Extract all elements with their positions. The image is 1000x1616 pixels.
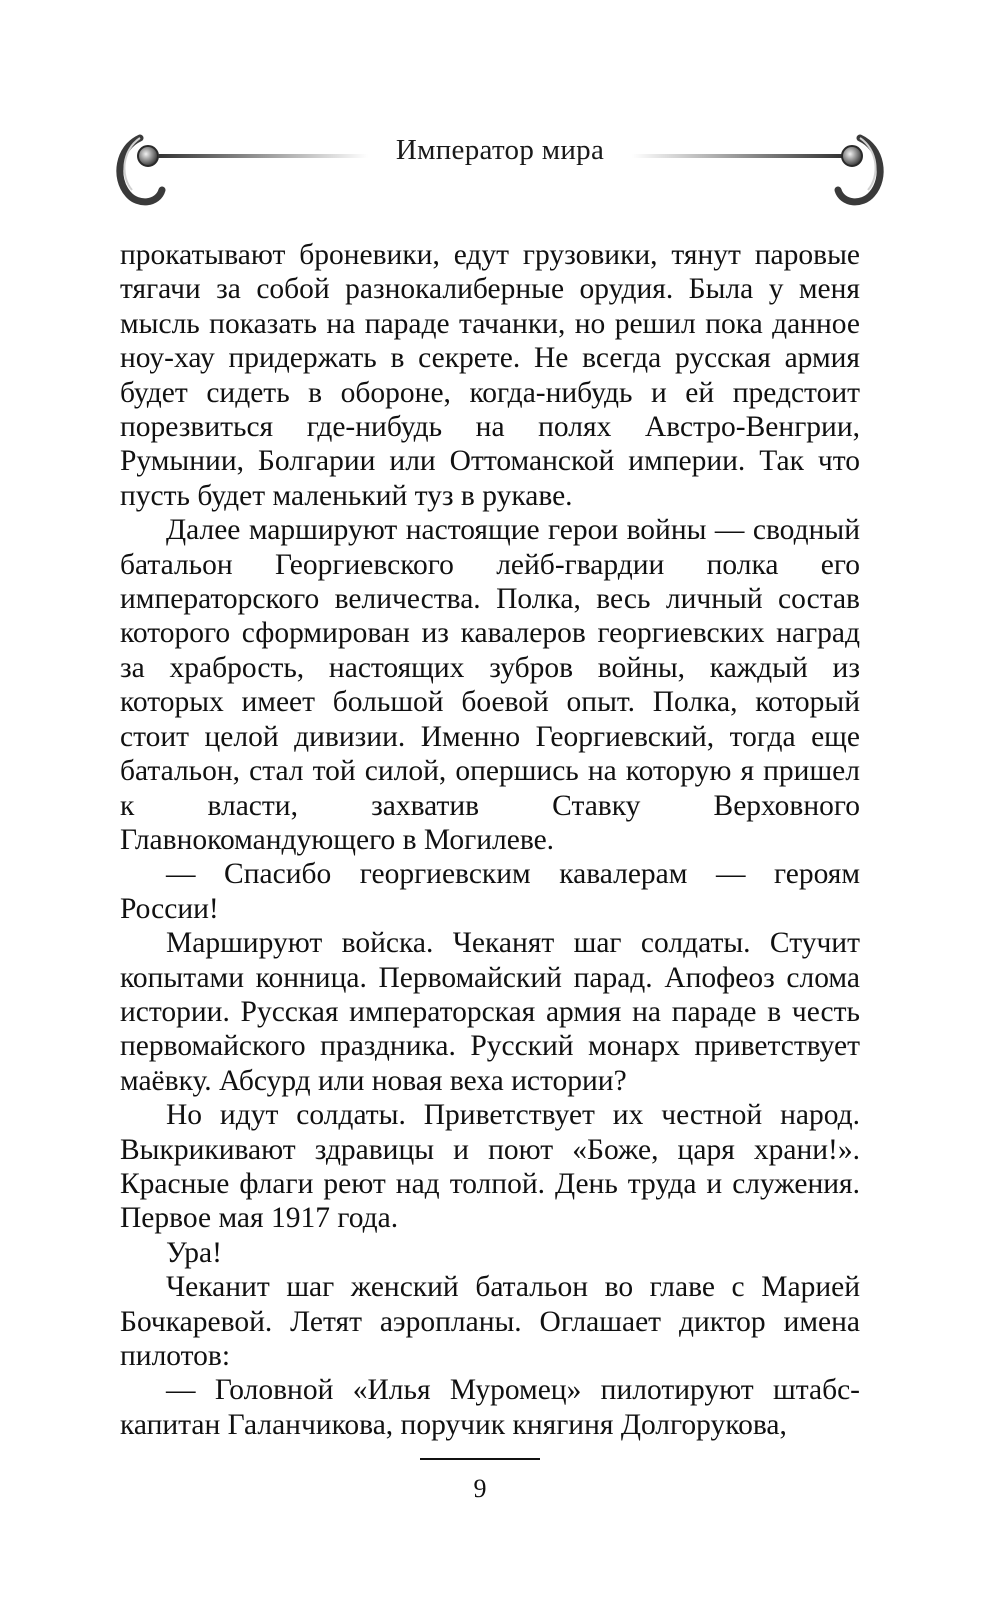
paragraph: Далее маршируют настоящие герои войны — сводный батальон Георгиевского лейб-гвардии полка его императорского величества. Полка, весь личный состав которого сформирован из кавалеров георгиевских наград за храбрость, настоящих зубров войны, каждый из которых имеет большой боевой опыт. Полка, который стоит целой дивизии. Именно Георгиевский, тогда еще батальон, стал той силой, опершись на которую я пришел к власти, захватив Ставку Верховного Главнокомандующего в Могилеве. xyxy=(120,514,860,856)
footer-rule xyxy=(420,1458,540,1460)
left-ornament-icon xyxy=(110,118,410,218)
body-text xyxy=(120,238,860,1442)
paragraph: прокатывают броневики, едут грузовики, тянут паровые тягачи за собой разнокалиберные орудия. Была у меня мысль показать на параде тачанки, но решил пока данное ноу-хау придержать в секрете. Не всегда русская армия будет сидеть в обороне, когда-нибудь и ей предстоит порезвиться где-нибудь на полях Австро-Венгрии, Румынии, Болгарии или Оттоманской империи. Так что пусть будет маленький туз в рукаве. xyxy=(120,239,860,512)
paragraph: Чеканит шаг женский батальон во главе с Марией Бочкаревой. Летят аэропланы. Оглашает диктор имена пилотов: xyxy=(120,1271,860,1372)
paragraph: — Головной «Илья Муромец» пилотируют штабс-капитан Галанчикова, поручик княгиня Долгорукова, xyxy=(120,1374,860,1441)
right-ornament-icon xyxy=(590,118,890,218)
paragraph: — Спасибо георгиевским кавалерам — героям России! xyxy=(120,858,860,925)
page-number: 9 xyxy=(473,1474,487,1503)
running-title: Император мира xyxy=(395,134,605,166)
paragraph: Маршируют войска. Чеканят шаг солдаты. Стучит копытами конница. Первомайский парад. Апофеоз слома истории. Русская императорская армия на параде в честь первомайского праздника. Русский монарх приветствует маёвку. Абсурд или новая веха истории? xyxy=(120,927,860,1097)
paragraph: Но идут солдаты. Приветствует их честной народ. Выкрикивают здравицы и поют «Боже, царя храни!». Красные флаги реют над толпой. День труда и служения. Первое мая 1917 года. xyxy=(120,1099,860,1235)
paragraph: Ура! xyxy=(166,1236,222,1269)
running-header xyxy=(0,118,1000,218)
